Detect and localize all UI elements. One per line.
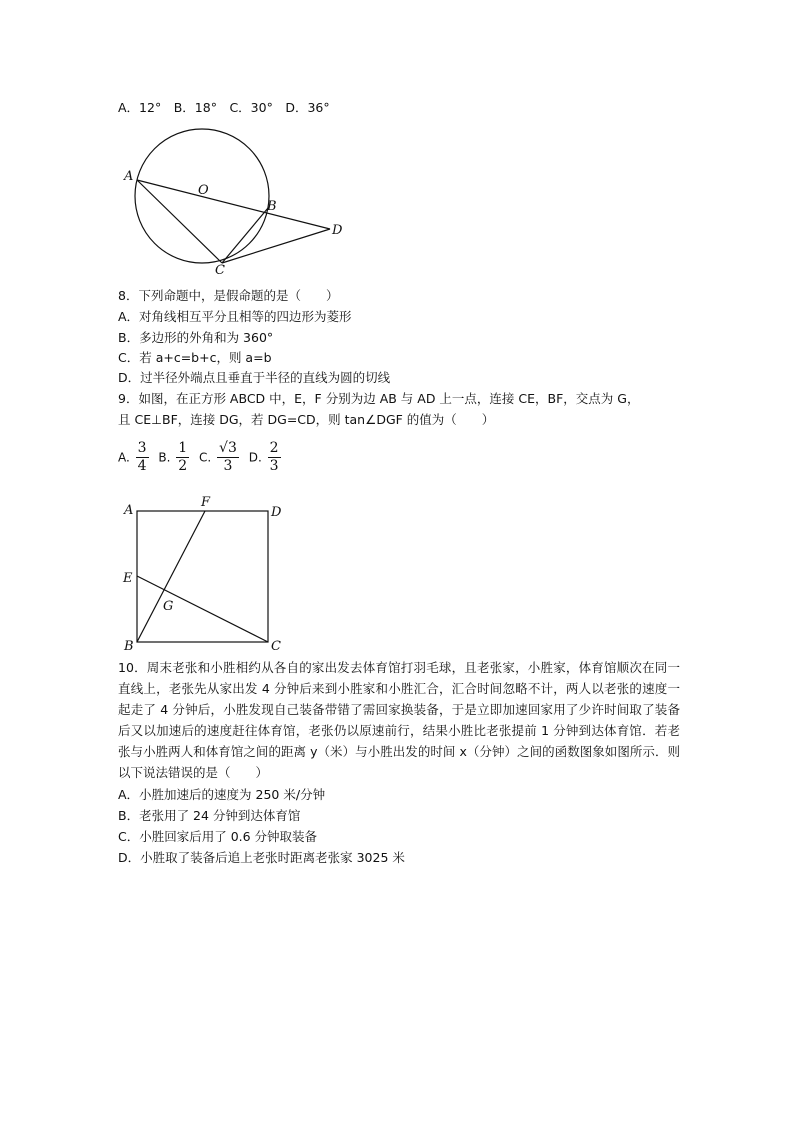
q9-option-a-fraction [136,440,149,475]
q9-option-b-label: B. [158,450,171,465]
q9-option-a-label: A. [118,450,130,465]
q10-option-a: A．小胜加速后的速度为 250 米/分钟 [118,787,326,802]
segment-bf [137,511,205,642]
denominator: 4 [137,458,147,474]
segment-ac [137,180,222,263]
label-c: C [215,263,225,278]
segment-cb [222,208,268,263]
segment-ec [137,576,268,642]
numerator: 2 [269,440,279,456]
q9-options [118,440,287,475]
label-c: C [271,639,281,654]
q10-stem: 10．周末老张和小胜相约从各自的家出发去体育馆打羽毛球，且老张家，小胜家，体育馆顺次在同一直线上，老张先从家出发 4 分钟后来到小胜家和小胜汇合，汇合时间忽略不计，两人以老张的速度一起走了 4 分钟后，小胜发现自己装备带错了需回家换装备，于是立即加速回家用了少许时间取了装备后又以加速后的速度赶往体育馆，老张仍以原速前行，结果小胜比老张提前 1 分钟到达体育馆．若老张与小胜两人和体育馆之间的距离 y（米）与小胜出发的时间 x（分钟）之间的函数图象如图所示．则以下说法错误的是（ ） [118,660,680,780]
label-g: G [163,599,174,614]
q10-option-d: D．小胜取了装备后追上老张时距离老张家 3025 米 [118,850,405,865]
q8-option-a: A．对角线相互平分且相等的四边形为菱形 [118,309,352,324]
segment-cd [222,229,330,263]
q9-option-d-fraction [268,440,281,475]
label-o: O [198,183,209,198]
q9-option-b-fraction [176,440,189,475]
q8-option-c: C．若 a+c=b+c，则 a=b [118,350,272,365]
numerator: √3 [219,440,237,456]
label-a: A [124,503,134,518]
label-a: A [124,169,134,184]
denominator: 3 [269,458,279,474]
denominator: 2 [178,458,188,474]
segment-ad [137,180,330,229]
numerator: 1 [178,440,188,456]
square-figure [118,494,298,656]
square-abcd [137,511,268,642]
q9-option-c-label: C. [199,450,212,465]
q10-option-b: B．老张用了 24 分钟到达体育馆 [118,808,301,823]
q8-option-b: B．多边形的外角和为 360° [118,330,274,345]
label-f: F [201,495,211,510]
label-b: B [267,199,277,214]
q9-option-d-label: D. [248,450,262,465]
q9-option-c-fraction [217,440,239,475]
q9-stem-line1: 9．如图，在正方形 ABCD 中，E，F 分别为边 AB 与 AD 上一点，连接 CE，BF，交点为 G， [118,391,640,406]
q8-stem: 8．下列命题中，是假命题的是（ ） [118,288,339,303]
q8-option-d: D．过半径外端点且垂直于半径的直线为圆的切线 [118,370,391,385]
circle-figure [118,122,358,278]
label-d: D [271,505,282,520]
numerator: 3 [137,440,147,456]
label-e: E [123,571,133,586]
q9-stem-line2: 且 CE⊥BF，连接 DG，若 DG=CD，则 tan∠DGF 的值为（ ） [118,412,495,427]
q10-option-c: C．小胜回家后用了 0.6 分钟取装备 [118,829,318,844]
label-b: B [124,639,134,654]
q7-options: A．12° B．18° C．30° D．36° [118,100,330,115]
label-d: D [332,223,343,238]
denominator: 3 [223,458,233,474]
